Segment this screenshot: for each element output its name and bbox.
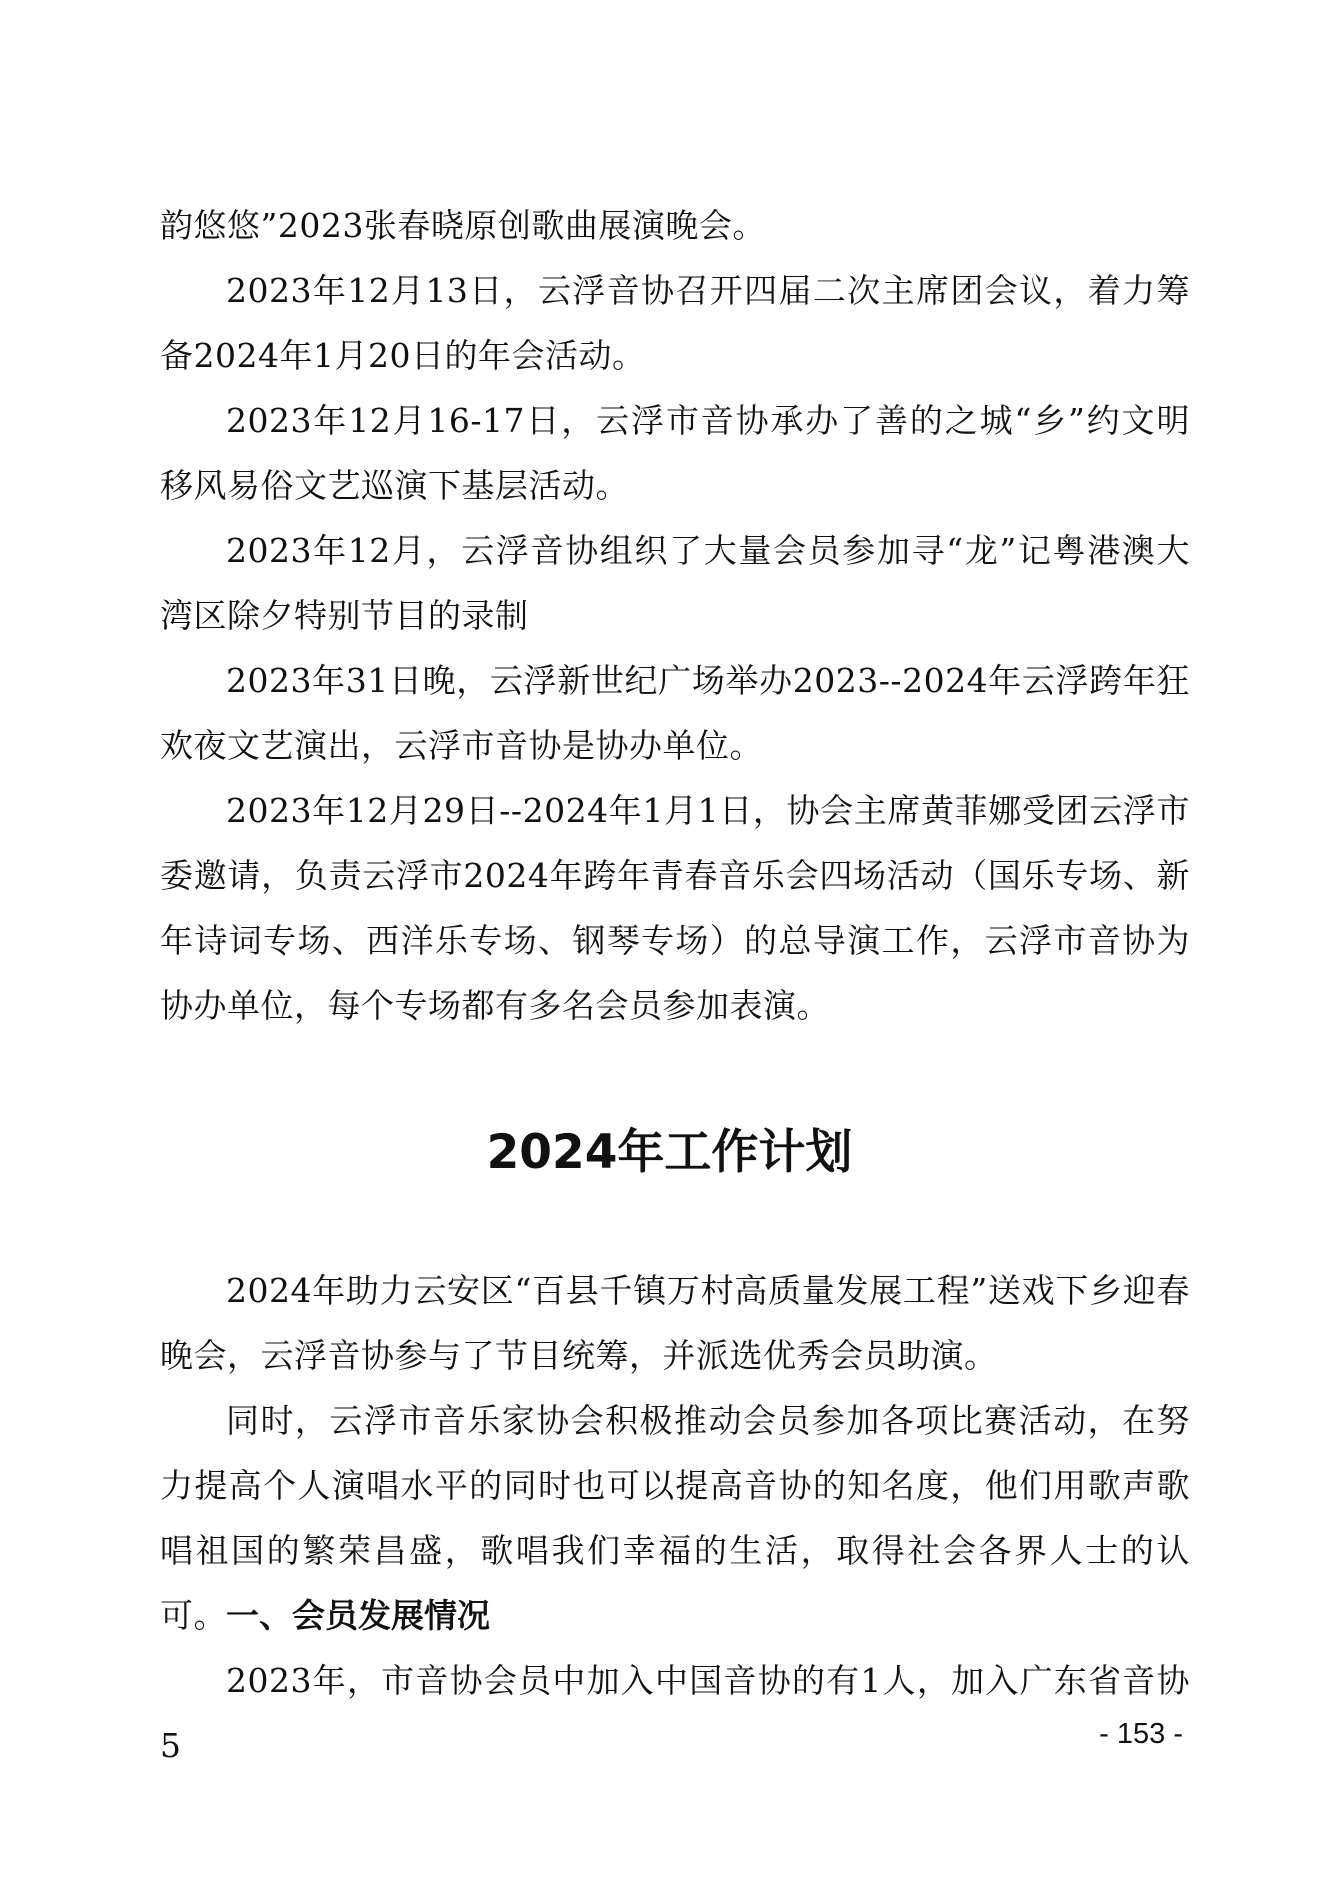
- section-title: 2024年工作计划: [486, 1125, 853, 1180]
- page-number: - 153 -: [1099, 1718, 1183, 1750]
- paragraph-countdown-carnival: 2023年31日晚，云浮新世纪广场举办2023--2024年云浮跨年狂欢夜文艺演出，云浮市音协是协办单位。: [160, 661, 1190, 765]
- paragraph-competitions: 同时，云浮市音乐家协会积极推动会员参加各项比赛活动，在努力提高个人演唱水平的同时也可以提高音协的知名度，他们用歌声歌唱祖国的繁荣昌盛，歌唱我们幸福的生活，取得社会各界人士的认可。: [160, 1401, 1190, 1635]
- paragraph-spring-gala: 2024年助力云安区“百县千镇万村高质量发展工程”送戏下乡迎春晚会，云浮音协参与了节目统筹，并派选优秀会员助演。: [160, 1271, 1190, 1375]
- subheading-member-development: 一、会员发展情况: [226, 1596, 490, 1635]
- paragraph-youth-concert: 2023年12月29日--2024年1月1日，协会主席黄菲娜受团云浮市委邀请，负责云浮市2024年跨年青春音乐会四场活动（国乐专场、新年诗词专场、西洋乐专场、钢琴专场）的总导演工作，云浮市音协为协办单位，每个专场都有多名会员参加表演。: [160, 791, 1190, 1025]
- paragraph-new-year-eve-program: 2023年12月，云浮音协组织了大量会员参加寻“龙”记粤港澳大湾区除夕特别节目的录制: [160, 531, 1190, 635]
- paragraph-culture-tour: 2023年12月16-17日，云浮市音协承办了善的之城“乡”约文明移风易俗文艺巡演下基层活动。: [160, 401, 1190, 505]
- paragraph-continuation: 韵悠悠”2023张春晓原创歌曲展演晚会。: [160, 206, 766, 245]
- paragraph-member-stats: 2023年，市音协会员中加入中国音协的有1人，加入广东省音协5: [160, 1661, 1190, 1765]
- paragraph-presidium-meeting: 2023年12月13日，云浮音协召开四届二次主席团会议，着力筹备2024年1月20日的年会活动。: [160, 271, 1190, 375]
